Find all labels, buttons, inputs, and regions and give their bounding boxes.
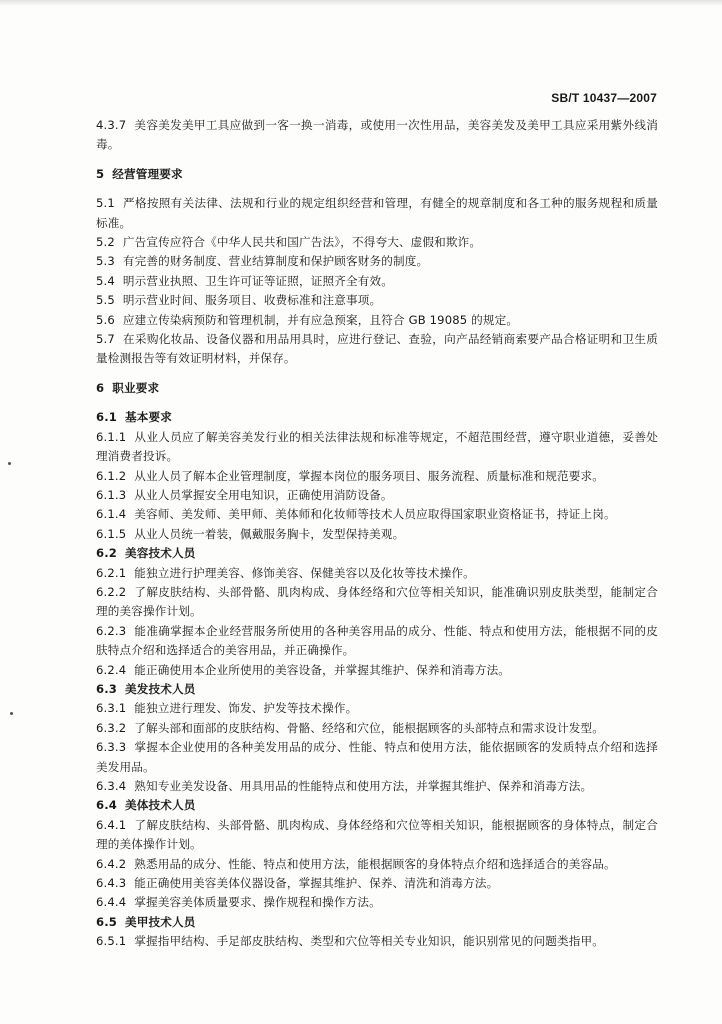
subsection-heading-6-5: 6.5 美甲技术人员 [96,914,196,929]
clause-6-4-1: 6.4.1 了解皮肤结构、头部骨骼、肌肉构成、身体经络和穴位等相关知识，能根据顾客的身体特点，制定合理的美体操作计划。 [96,817,658,852]
section-heading-5: 5 经营管理要求 [96,166,183,181]
scan-speck [8,462,11,465]
clause-5-4: 5.4 明示营业执照、卫生许可证等证照，证照齐全有效。 [96,273,393,288]
clause-6-3-3: 6.3.3 掌握本企业使用的各种美发用品的成分、性能、特点和使用方法，能依据顾客的发质特点介绍和选择美发用品。 [96,740,658,774]
clause-6-1-5: 6.1.5 从业人员统一着装，佩戴服务胸卡，发型保持美观。 [96,526,405,541]
clause-5-6: 5.6 应建立传染病预防和管理机制，并有应急预案，且符合 GB 19085 的规定。 [96,312,519,327]
clause-6-2-4: 6.2.4 能正确使用本企业所使用的美容设备，并掌握其维护、保养和消毒方法。 [96,662,511,677]
clause-5-3: 5.3 有完善的财务制度、营业结算制度和保护顾客财务的制度。 [96,254,429,269]
clause-6-5-1: 6.5.1 掌握指甲结构、手足部皮肤结构、类型和穴位等相关专业知识，能识别常见的问题类指甲。 [96,934,605,949]
clause-6-3-2: 6.3.2 了解头部和面部的皮肤结构、骨骼、经络和穴位，能根据顾客的头部特点和需求设计发型。 [96,720,605,735]
clause-6-4-3: 6.4.3 能正确使用美容美体仪器设备，掌握其维护、保养、清洗和消毒方法。 [96,876,499,891]
clause-6-4-2: 6.4.2 熟悉用品的成分、性能、特点和使用方法，能根据顾客的身体特点介绍和选择适合的美容品。 [96,856,616,871]
scan-edge [0,0,722,6]
clause-6-2-2: 6.2.2 了解皮肤结构、头部骨骼、肌肉构成、身体经络和穴位等相关知识，能准确识别皮肤类型，能制定合理的美容操作计划。 [96,584,658,619]
clause-4-3-7: 4.3.7 美容美发美甲工具应做到一客一换一消毒，或使用一次性用品，美容美发及美甲工具应采用紫外线消毒。 [96,118,658,152]
subsection-heading-6-4: 6.4 美体技术人员 [96,798,196,813]
clause-6-1-4: 6.1.4 美容师、美发师、美甲师、美体师和化妆师等技术人员应取得国家职业资格证书，持证上岗。 [96,507,616,522]
clause-5-5: 5.5 明示营业时间、服务项目、收费标准和注意事项。 [96,293,382,308]
subsection-heading-6-2: 6.2 美容技术人员 [96,546,196,561]
clause-6-3-4: 6.3.4 熟知专业美发设备、用具用品的性能特点和使用方法，并掌握其维护、保养和消毒方法。 [96,779,593,793]
subsection-heading-6-1: 6.1 基本要求 [96,410,172,425]
document-id: SB/T 10437—2007 [551,91,657,105]
clause-6-3-1: 6.3.1 能独立进行理发、饰发、护发等技术操作。 [96,701,358,716]
clause-6-1-1: 6.1.1 从业人员应了解美容美发行业的相关法律法规和标准等规定，不超范围经营，遵守职业道德，妥善处理消费者投诉。 [96,429,658,464]
clause-6-1-3: 6.1.3 从业人员掌握安全用电知识，正确使用消防设备。 [96,487,393,502]
document-body [96,116,658,952]
subsection-heading-6-3: 6.3 美发技术人员 [96,681,196,696]
clause-6-2-3: 6.2.3 能准确掌握本企业经营服务所使用的各种美容用品的成分、性能、特点和使用方法，能根据不同的皮肤特点介绍和选择适合的美容用品，并正确操作。 [96,623,658,658]
clause-6-1-2: 6.1.2 从业人员了解本企业管理制度，掌握本岗位的服务项目、服务流程、质量标准和规范要求。 [96,468,605,483]
clause-5-1: 5.1 严格按照有关法律、法规和行业的规定组织经营和管理，有健全的规章制度和各工种的服务规程和质量标准。 [96,196,658,230]
scan-speck [10,712,13,715]
clause-5-7: 5.7 在采购化妆品、设备仪器和用品用具时，应进行登记、查验，向产品经销商索要产品合格证明和卫生质量检测报告等有效证明材料，并保存。 [96,332,658,366]
section-heading-6: 6 职业要求 [96,380,160,395]
clause-6-4-4: 6.4.4 掌握美容美体质量要求、操作规程和操作方法。 [96,895,381,910]
clause-5-2: 5.2 广告宣传应符合《中华人民共和国广告法》，不得夸大、虚假和欺诈。 [96,235,482,250]
clause-6-2-1: 6.2.1 能独立进行护理美容、修饰美容、保健美容以及化妆等技术操作。 [96,565,475,580]
